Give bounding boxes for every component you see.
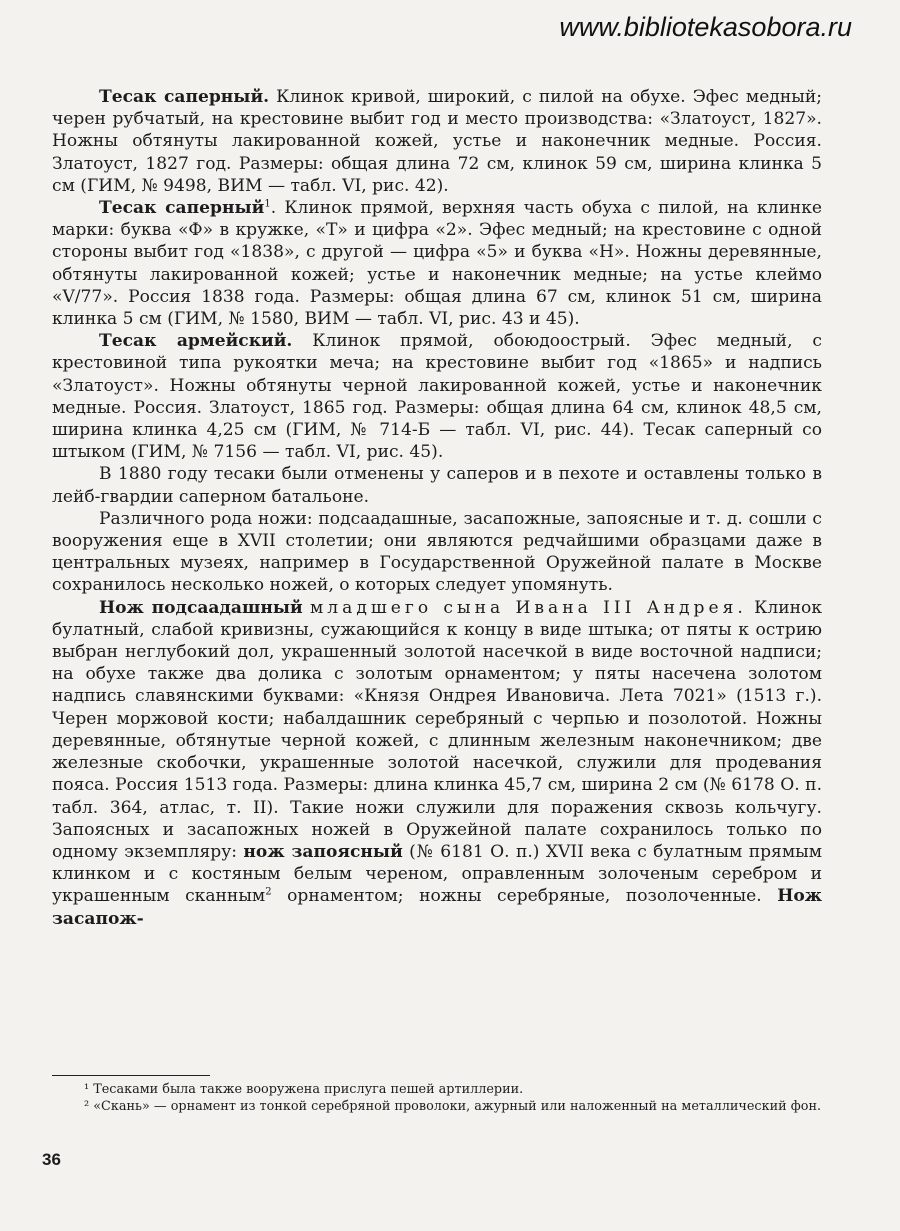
entry-body: . Клинок прямой, верхняя часть обуха с пилой, на клинке марки: буква «Ф» в кружке, «Т» и цифра «2». Эфес медный; на крестовине с одной стороны выбит год «1838», с другой — цифра «5» и буква «Н». Ножны деревянные, обтянуты лакированной кожей; устье и наконечник медные; на устье клеймо «V/77». Россия 1838 года. Размеры: общая длина 67 см, клинок 51 см, ширина клинка 5 см (ГИМ, № 1580, ВИМ — табл. VI, рис. 43 и 45).	[52, 198, 822, 330]
spaced-text: младшего сына Ивана III Андрея.	[310, 597, 747, 618]
main-text	[52, 86, 822, 930]
entry-body: (№ 6181 О. п.) XVII века с булатным прямым клинком и с костяным белым череном, оправленным золоченым серебром и украшенным сканным	[52, 841, 823, 907]
entry-body: Клинок кривой, широкий, с пилой на обухе. Эфес медный; черен рубчатый, на крестовине выбит год и место производства: «Златоуст, 1827». Ножны обтянуты лакированной кожей, устье и наконечник медные. Россия. Златоуст, 1827 год. Размеры: общая длина 72 см, клинок 59 см, ширина клинка 5 см (ГИМ, № 9498, ВИМ — табл. VI, рис. 42).	[52, 87, 822, 196]
bold-term: нож запоясный	[243, 841, 403, 862]
page-number: 36	[42, 1150, 61, 1169]
bold-term: Нож засапож-	[52, 886, 823, 929]
paragraph-army-hanger	[52, 330, 822, 463]
footnote-2: ² «Скань» — орнамент из тонкой серебряной проволоки, ажурный или наложенный на металлический фон.	[84, 1098, 822, 1114]
entry-title: Тесак саперный	[99, 198, 265, 219]
paragraph-sapper-hanger-1838	[52, 197, 822, 330]
paragraph-abolition: В 1880 году тесаки были отменены у саперов и в пехоте и оставлены только в лейб-гвардии саперном батальоне.	[52, 464, 822, 507]
footnote-ref[interactable]: 2	[265, 886, 272, 898]
footnote-1: ¹ Тесаками была также вооружена прислуга пешей артиллерии.	[84, 1082, 524, 1097]
paragraph-sapper-hanger-1827	[52, 86, 822, 197]
footnotes	[52, 1082, 822, 1115]
entry-body: Клинок прямой, обоюдоострый. Эфес медный, с крестовиной типа рукоятки меча; на крестовине выбит год «1865» и надпись «Златоуст». Ножны обтянуты черной лакированной кожей, устье и наконечник медные. Россия. Златоуст, 1865 год. Размеры: общая длина 64 см, клинок 48,5 см, ширина клинка 4,25 см (ГИМ, № 714-Б — табл. VI, рис. 44). Тесак саперный со штыком (ГИМ, № 7156 — табл. VI, рис. 45).	[52, 331, 822, 463]
entry-title: Нож подсаадашный	[99, 597, 303, 618]
entry-title: Тесак армейский.	[99, 331, 293, 352]
entry-body: орнаментом; ножны серебряные, позолоченные.	[287, 886, 762, 907]
footnote-ref[interactable]: 1	[264, 198, 271, 210]
entry-body: Клинок булатный, слабой кривизны, сужающийся к концу в виде штыка; от пяты к острию выбран неглубокий дол, украшенный золотой насечкой в виде восточной надписи; на обухе также два долика с золотым орнаментом; у пяты насечена золотом надпись славянскими буквами: «Князя Ондрея Ивановича. Лета 7021» (1513 г.). Черен моржовой кости; набалдашник серебряный с черпью и позолотой. Ножны деревянные, обтянутые черной кожей, с длинным железным наконечником; две железные скобочки, украшенные золотой насечкой, служили для продевания пояса. Россия 1513 года. Размеры: длина клинка 45,7 см, ширина 2 см (№ 6178 О. п. табл. 364, атлас, т. II). Такие ножи служили для поражения сквозь кольчугу. Запоясных и засапожных ножей в Оружейной палате сохранилось только по одному экземпляру:	[52, 597, 823, 862]
paragraph-podsaadashny-knife	[52, 597, 822, 930]
footnote-divider	[52, 1075, 210, 1076]
paragraph-knives-intro: Различного рода ножи: подсаадашные, засапожные, запоясные и т. д. сошли с вооружения еще в XVII столетии; они являются редчайшими образцами даже в центральных музеях, например в Государственной Оружейной палате в Москве сохранилось несколько ножей, о которых следует упомянуть.	[52, 508, 822, 596]
site-watermark: www.bibliotekasobora.ru	[559, 12, 852, 42]
entry-title: Тесак саперный.	[99, 87, 270, 107]
